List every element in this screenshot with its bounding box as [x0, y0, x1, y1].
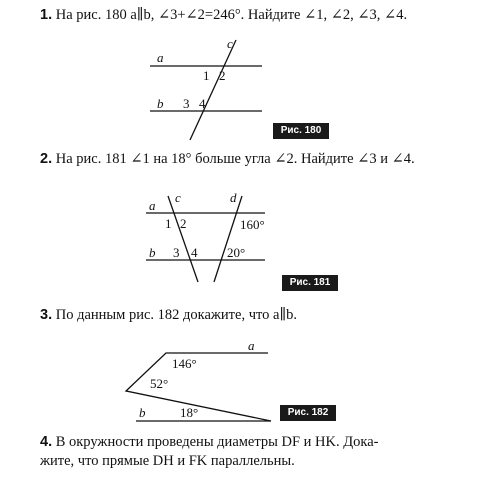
- fig181-label-a: a: [149, 198, 156, 213]
- fig180-label-c: c: [227, 36, 233, 51]
- fig180-label-a: a: [157, 50, 164, 65]
- problem-4-statement-line2: жите, что прямые DH и FK параллельны.: [40, 453, 295, 469]
- fig182-label-b: b: [139, 405, 146, 420]
- fig182-angle-18: 18°: [180, 405, 199, 420]
- fig180-angle-3: 3: [183, 96, 190, 111]
- fig182-caption: Рис. 182: [280, 405, 336, 421]
- fig181-caption: Рис. 181: [282, 275, 338, 291]
- fig180-caption: Рис. 180: [273, 123, 329, 139]
- problem-3-statement: По данным рис. 182 докажите, что a∥b.: [55, 307, 298, 323]
- fig181-angle-3: 3: [173, 245, 180, 260]
- problem-3-number: 3.: [40, 307, 53, 323]
- fig181-angle-4: 4: [191, 245, 198, 260]
- fig180-angle-4: 4: [199, 96, 206, 111]
- problem-4-statement-line1: В окружности проведены диаметры DF и HK. Дока-: [55, 434, 379, 450]
- fig182-angle-146: 146°: [172, 356, 197, 371]
- fig181-angle-20: 20°: [227, 245, 246, 260]
- fig180-label-b: b: [157, 96, 164, 111]
- fig181-label-d: d: [230, 190, 237, 205]
- fig182-label-a: a: [248, 338, 255, 353]
- problem-1-number: 1.: [40, 7, 53, 23]
- fig181-label-c: c: [175, 190, 181, 205]
- fig182-broken-line-a: [126, 353, 271, 421]
- problem-1-statement: На рис. 180 a∥b, ∠3+∠2=246°. Найдите ∠1, ∠2, ∠3, ∠4.: [55, 7, 408, 23]
- problem-2-statement: На рис. 181 ∠1 на 18° больше угла ∠2. Найдите ∠3 и ∠4.: [55, 151, 415, 167]
- fig180-angle-2: 2: [219, 68, 226, 83]
- fig181-label-b: b: [149, 245, 156, 260]
- fig181-angle-160: 160°: [240, 217, 265, 232]
- problem-4-number: 4.: [40, 434, 53, 450]
- fig182-angle-52: 52°: [150, 376, 169, 391]
- fig180-angle-1: 1: [203, 68, 210, 83]
- fig181-angle-2: 2: [180, 216, 187, 231]
- problem-2-number: 2.: [40, 151, 53, 167]
- fig181-angle-1: 1: [165, 216, 172, 231]
- problem-4-text: [40, 433, 470, 471]
